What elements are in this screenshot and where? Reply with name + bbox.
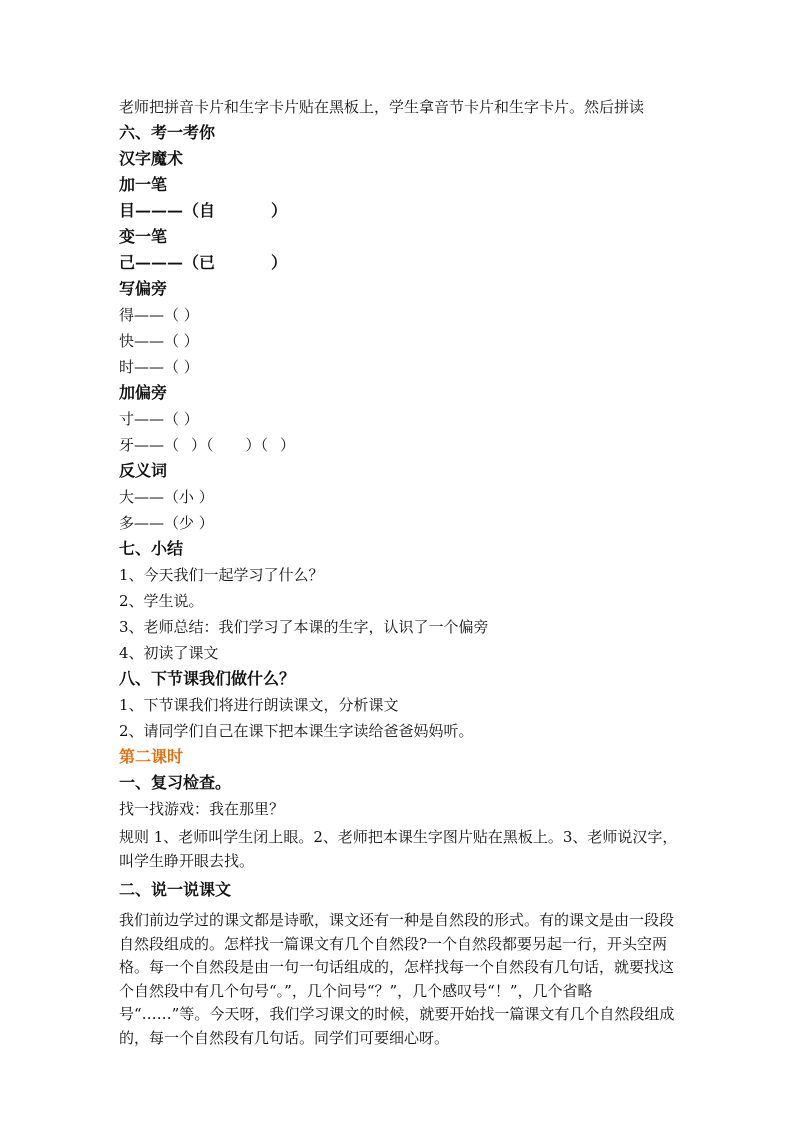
summary-item: 2、学生说。 <box>119 592 204 610</box>
exercise-change-stroke <box>119 250 679 276</box>
body-paragraph: 我们前边学过的课文都是诗歌，课文还有一种是自然段的形式。有的课文是由一段段自然段组成的。怎样找一篇课文有几个自然段?一个自然段都要另起一行，开头空两格。每一个自然段是由一句一句话组成的，怎样找每一个自然段有几句话，就要找这个自然段中有几个句号“。”，几个问号“？”，几个感叹号“！”，几个省略号“……”等。今天呀，我们学习课文的时候，就要开始找一篇课文有几个自然段组成的，每一个自然段有几句话。同学们可要细心呀。 <box>119 911 675 1047</box>
intro-line: 老师把拼音卡片和生字卡片贴在黑板上，学生拿音节卡片和生字卡片。然后拼读 <box>119 98 645 116</box>
section-heading-6: 六、考一考你 <box>119 123 216 142</box>
subheading-antonyms: 反义词 <box>119 461 168 480</box>
subheading-character-magic: 汉字魔术 <box>119 149 184 168</box>
exercise-add-stroke <box>119 198 679 224</box>
section-heading-8: 八、下节课我们做什么？ <box>119 669 296 688</box>
exercise-item: 快——（ ） <box>119 332 199 350</box>
exercise-close: ） <box>271 253 288 272</box>
exercise-item: 时——（ ） <box>119 358 199 376</box>
exercise-text: 己———（已 <box>119 253 216 272</box>
exercise-item-multi <box>119 432 679 458</box>
next-lesson-item: 2、请同学们自己在课下把本课生字读给爸爸妈妈听。 <box>119 722 474 740</box>
subheading-add-stroke: 加一笔 <box>119 175 168 194</box>
game-title: 找一找游戏：我在那里？ <box>119 800 285 818</box>
exercise-item: 得——（ ） <box>119 306 199 324</box>
lesson-title-second: 第二课时 <box>119 747 184 766</box>
exercise-close: ） <box>271 201 288 220</box>
exercise-part: ） <box>280 436 296 454</box>
section-heading-text: 二、说一说课文 <box>119 880 232 899</box>
exercise-part: ）（ <box>245 436 269 454</box>
subheading-add-radical: 加偏旁 <box>119 383 168 402</box>
summary-item: 1、今天我们一起学习了什么？ <box>119 566 324 584</box>
subheading-write-radical: 写偏旁 <box>119 279 168 298</box>
exercise-item: 寸——（ ） <box>119 410 199 428</box>
document-page <box>119 94 679 1050</box>
section-heading-review: 一、复习检查。 <box>119 773 232 792</box>
section-heading-7: 七、小结 <box>119 539 184 558</box>
summary-item: 4、初读了课文 <box>119 644 219 662</box>
exercise-item: 大——（小 ） <box>119 488 214 506</box>
exercise-part: 牙——（ <box>119 436 180 454</box>
game-rules-paragraph: 规则 1、老师叫学生闭上眼。2、老师把本课生字图片贴在黑板上。3、老师说汉字，叫学生睁开眼去找。 <box>119 828 678 870</box>
exercise-text: 目———（自 <box>119 201 216 220</box>
exercise-item: 多——（少 ） <box>119 514 214 532</box>
exercise-part: ）（ <box>191 436 214 454</box>
next-lesson-item: 1、下节课我们将进行朗读课文，分析课文 <box>119 696 399 714</box>
subheading-change-stroke: 变一笔 <box>119 227 168 246</box>
summary-item: 3、老师总结：我们学习了本课的生字，认识了一个偏旁 <box>119 618 489 636</box>
